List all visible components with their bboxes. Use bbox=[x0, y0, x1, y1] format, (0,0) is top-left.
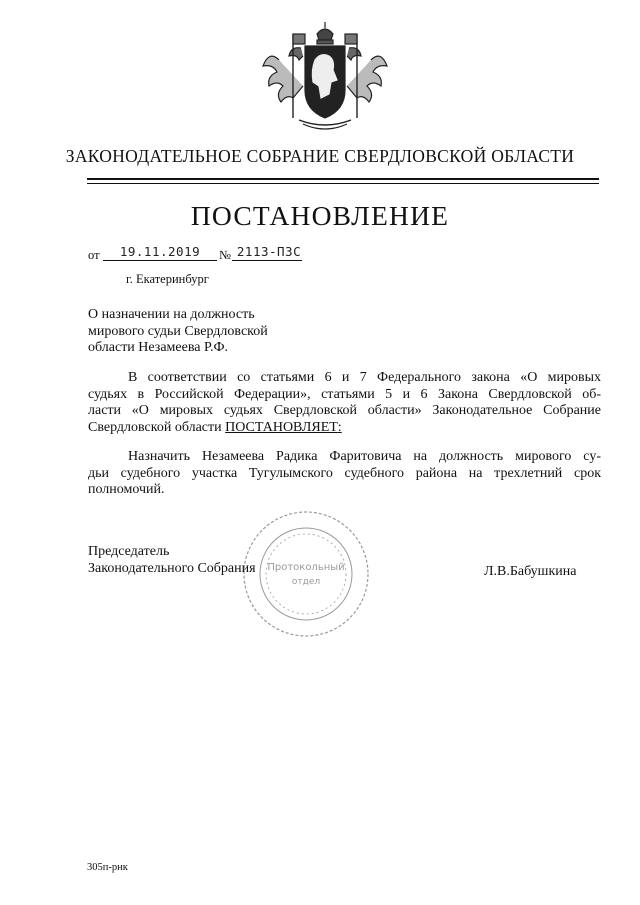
paragraph-line: полномочий. bbox=[88, 482, 165, 497]
decree-colon: : bbox=[337, 419, 342, 435]
paragraph-line-text: Свердловской области bbox=[88, 419, 222, 435]
decree-word: ПОСТАНОВЛЯЕТ bbox=[225, 419, 338, 435]
preamble-paragraph bbox=[88, 370, 601, 436]
number-label: № bbox=[219, 248, 231, 262]
number-underline bbox=[232, 260, 302, 261]
date-underline bbox=[103, 260, 217, 261]
subject-line: мирового судьи Свердловской bbox=[88, 323, 268, 339]
coat-of-arms-icon bbox=[259, 20, 391, 138]
footer-code: 305п-рнк bbox=[87, 862, 128, 873]
decision-paragraph bbox=[88, 449, 601, 499]
paragraph-line bbox=[88, 420, 601, 437]
header-rule-thin bbox=[87, 183, 599, 184]
signatory-title-line: Законодательного Собрания bbox=[88, 560, 256, 576]
paragraph-line: дьи судебного участка Тугулымского судебного района на трехлетний срок bbox=[88, 465, 601, 481]
organization-title: ЗАКОНОДАТЕЛЬНОЕ СОБРАНИЕ СВЕРДЛОВСКОЙ ОБЛАСТИ bbox=[65, 146, 575, 166]
paragraph-line: ласти «О мировых судьях Свердловской области» Законодательное Собрание bbox=[88, 403, 601, 418]
city-label: г. Екатеринбург bbox=[126, 272, 209, 286]
paragraph-line: Назначить Незамеева Радика Фаритовича на должность мирового су- bbox=[128, 449, 601, 464]
header-rule-thick bbox=[87, 178, 599, 180]
document-number: 2113-ПЗС bbox=[236, 244, 302, 259]
subject-line: О назначении на должность bbox=[88, 307, 255, 322]
paragraph-line: судьях в Российской Федерации», статьями 5 и 6 Закона Свердловской об- bbox=[88, 386, 601, 402]
seal-text-line: Протокольный bbox=[267, 562, 345, 573]
document-type-title: ПОСТАНОВЛЕНИЕ bbox=[190, 200, 450, 231]
seal-text-line: отдел bbox=[291, 577, 321, 587]
official-seal-icon bbox=[238, 506, 374, 642]
document-subject bbox=[88, 307, 388, 357]
document-date: 19.11.2019 bbox=[119, 244, 201, 259]
date-label: от bbox=[88, 248, 100, 262]
signatory-title bbox=[88, 544, 256, 577]
subject-line: области Незамеева Р.Ф. bbox=[88, 340, 229, 355]
signatory-title-line: Председатель bbox=[88, 544, 170, 559]
signatory-name: Л.В.Бабушкина bbox=[484, 564, 577, 579]
paragraph-line: В соответствии со статьями 6 и 7 Федерального закона «О мировых bbox=[128, 370, 601, 385]
